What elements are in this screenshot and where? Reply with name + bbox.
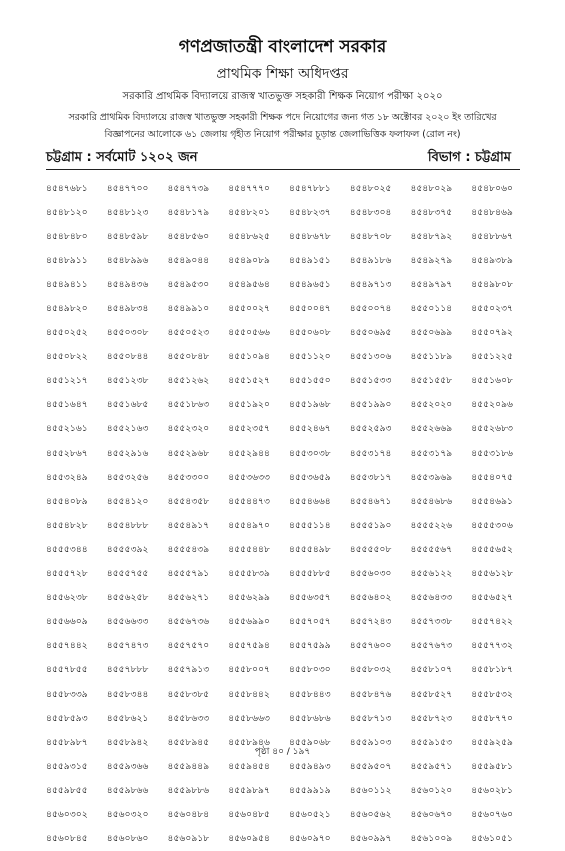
roll-number: ৪৫৫৫৭৫৫ — [106, 568, 149, 580]
roll-number: ৪৫৫৪০৭৫ — [471, 471, 514, 483]
roll-number: ৪৫৪৮৩৭৫ — [410, 206, 453, 218]
roll-number: ৪৫৫৭৭৩২ — [471, 640, 514, 652]
roll-number: ৪৫৫৮০৩০ — [289, 664, 331, 676]
roll-number: ৪৫৫৫১৯০ — [349, 519, 392, 531]
roll-number: ৪৫৫২৮৬৭ — [46, 447, 88, 459]
roll-number: ৪৫৫১৯৬৮ — [289, 399, 331, 411]
roll-number: ৪৫৫০০২৭ — [228, 303, 271, 315]
roll-number: ৪৫৪৮২০১ — [228, 206, 271, 218]
roll-number: ৪৫৫৪০৮৯ — [46, 495, 88, 507]
roll-number: ৪৫৫৫৪৯৮ — [289, 543, 331, 555]
roll-number: ৪৫৫৭৬০০ — [349, 640, 392, 652]
roll-number: ৪৫৫০৫২৩ — [167, 327, 210, 339]
roll-number: ৪৫৫৭৩৩৮ — [410, 616, 453, 628]
exam-title: সরকারি প্রাথমিক বিদ্যালয়ে রাজস্ব খাতভুক্ত সহকারী শিক্ষক নিয়োগ পরীক্ষা ২০২০ — [122, 91, 443, 102]
roll-number: ৪৫৫৭৫৯৯ — [289, 640, 331, 652]
roll-number: ৪৫৪৮৯১১ — [46, 254, 88, 266]
roll-number: ৪৫৫০৬৯৫ — [349, 327, 392, 339]
roll-number: ৪৫৪৯১৮৬ — [349, 254, 392, 266]
roll-number: ৪৫৫৬১২২ — [410, 568, 453, 580]
roll-number: ৪৫৬০৪৮৪ — [167, 808, 210, 820]
roll-number: ৪৫৫১৬৪৭ — [46, 399, 88, 411]
roll-number: ৪৫৫৮০০৭ — [228, 664, 271, 676]
roll-number: ৪৫৫৪৩৫৮ — [167, 495, 210, 507]
roll-number: ৪৫৫০৭৯২ — [471, 327, 514, 339]
roll-number: ৪৫৪৭৭০০ — [106, 182, 149, 194]
roll-number: ৪৫৬০৩২০ — [106, 808, 149, 820]
roll-number: ৪৫৪৯৮০৮ — [471, 278, 513, 290]
roll-number: ৪৫৪৯৮২০ — [46, 303, 88, 315]
roll-number: ৪৫৫৩৬৩৩ — [228, 471, 271, 483]
roll-number: ৪৫৫৬৯৯০ — [228, 616, 271, 628]
roll-number: ৪৫৬০৫২১ — [289, 808, 331, 820]
roll-number: ৪৫৫৯৪৯৩ — [289, 760, 331, 772]
roll-number: ৪৫৪৯৯১০ — [167, 303, 210, 315]
roll-number: ৪৫৫৬০৩০ — [349, 568, 392, 580]
roll-number: ৪৫৪৮৯৯৬ — [106, 254, 149, 266]
roll-number: ৪৫৪৯৮৩৪ — [106, 303, 149, 315]
roll-number: ৪৫৪৮২৩৭ — [289, 206, 331, 218]
roll-number: ৪৫৫৯৪৫৪ — [228, 760, 270, 772]
roll-number: ৪৫৫৮৩৮৫ — [167, 688, 210, 700]
roll-number: ৪৫৬০১২০ — [410, 784, 453, 796]
roll-number: ৪৫৫০৬০৮ — [289, 327, 331, 339]
roll-number: ৪৫৫৮৪৭৬ — [349, 688, 392, 700]
roll-number: ৪৫৫৮৬৩৩ — [167, 712, 210, 724]
roll-number: ৪৫৫০৮৪৮ — [167, 351, 210, 363]
roll-number: ৪৫৫২০২০ — [410, 399, 453, 411]
roll-number: ৪৫৫০২৫২ — [46, 327, 88, 339]
roll-number: ৪৫৫৬৭৩৬ — [167, 616, 210, 628]
roll-number: ৪৫৪৮০৬০ — [471, 182, 514, 194]
roll-number: ৪৫৫৮১০৭ — [410, 664, 453, 676]
roll-number: ৪৫৫০৬৯৯ — [410, 327, 453, 339]
roll-number: ৪৫৫৫৮৮৫ — [289, 568, 331, 580]
roll-number: ৪৫৫২১৬১ — [46, 423, 88, 435]
roll-number: ৪৫৫৭৪৭৩ — [106, 640, 149, 652]
roll-number: ৪৫৬০৮৬০ — [106, 833, 149, 845]
roll-number: ৪৫৫২৩২০ — [167, 423, 210, 435]
roll-number: ৪৫৫৮০৩২ — [349, 664, 392, 676]
roll-number: ৪৫৫৪৬৯১ — [471, 495, 513, 507]
department-title: প্রাথমিক শিক্ষা অধিদপ্তর — [216, 66, 349, 82]
roll-number: ৪৫৫৯১০৩ — [349, 736, 392, 748]
roll-number: ৪৫৫৫৪৩৯ — [167, 543, 210, 555]
roll-number: ৪৫৫৪৬৭১ — [349, 495, 392, 507]
roll-number: ৪৫৫৯৫৭১ — [410, 760, 453, 772]
roll-number: ৪৫৪৮৪৬৯ — [471, 206, 513, 218]
roll-number: ৪৫৫৮৪৪২ — [228, 688, 270, 700]
roll-number: ৪৫৫৪৯৭০ — [228, 519, 271, 531]
roll-number: ৪৫৫২১৬৩ — [106, 423, 149, 435]
roll-number: ৪৫৬০৯৯৭ — [349, 833, 392, 845]
roll-number: ৪৫৪৮৫৬০ — [167, 230, 210, 242]
roll-number: ৪৫৫৫৩০৬ — [471, 519, 514, 531]
roll-number: ৪৫৫৪৯১৭ — [167, 519, 210, 531]
roll-number: ৪৫৫২৩৫৭ — [228, 423, 271, 435]
roll-number: ৪৫৫৬২৩৮ — [46, 592, 88, 604]
roll-number: ৪৫৬১০৫১ — [471, 833, 514, 845]
roll-number: ৪৫৫৬৫২৭ — [471, 592, 514, 604]
roll-number: ৪৫৫৮৫২৭ — [410, 688, 453, 700]
roll-number: ৪৫৪৯৩৮৯ — [471, 254, 513, 266]
roll-number: ৪৫৫৭৫৭০ — [167, 640, 210, 652]
roll-number: ৪৫৫৬২৫৮ — [106, 592, 149, 604]
roll-number: ৪৫৫২৪৬৭ — [289, 423, 331, 435]
roll-number: ৪৫৫৭৮৮৮ — [106, 664, 149, 676]
roll-number: ৪৫৫৬৬৩৩ — [106, 616, 149, 628]
roll-number: ৪৫৫৬৬০৯ — [46, 616, 88, 628]
roll-number: ৪৫৫৬১২৮ — [471, 568, 514, 580]
roll-number: ৪৫৬০৪৮৫ — [228, 808, 271, 820]
roll-number: ৪৫৫৮৭৭০ — [471, 712, 514, 724]
roll-number: ৪৫৫৯৮৯৭ — [228, 784, 270, 796]
roll-number: ৪৫৪৭৭৭০ — [228, 182, 271, 194]
roll-number: ৪৫৫৭২৪৩ — [349, 616, 392, 628]
roll-number: ৪৫৫৮৯৮৭ — [46, 736, 88, 748]
roll-number: ৪৫৫৯৩৬৬ — [106, 760, 149, 772]
roll-number: ৪৫৫৩০৩৮ — [289, 447, 331, 459]
roll-number: ৪৫৬০১১২ — [349, 784, 392, 796]
roll-number: ৪৫৫৩১৮৬ — [471, 447, 514, 459]
roll-number: ৪৫৫৯২৫৯ — [471, 736, 513, 748]
roll-number: ৪৫৫৪৬৮৬ — [410, 495, 453, 507]
roll-number: ৪৫৪৯৭১৩ — [349, 278, 392, 290]
roll-number: ৪৫৫৮৯৪৫ — [167, 736, 210, 748]
roll-number: ৪৫৬০৩০২ — [46, 808, 88, 820]
roll-number: ৪৫৬০৯৭০ — [289, 833, 331, 845]
division-label: বিভাগ : চট্টগ্রাম — [427, 150, 511, 165]
roll-number: ৪৫৫৯৮৮৬ — [167, 784, 210, 796]
roll-number: ৪৫৫৩২৫৬ — [106, 471, 149, 483]
roll-number: ৪৫৬০৭৬০ — [471, 808, 514, 820]
roll-number: ৪৫৫৮৬৮৬ — [289, 712, 331, 724]
roll-number: ৪৫৫৮৪৪৩ — [289, 688, 331, 700]
roll-number: ৪৫৫১৫৫০ — [289, 375, 331, 387]
roll-number: ৪৫৫৯৯১৯ — [289, 784, 331, 796]
roll-number: ৪৫৫১৫৩৩ — [349, 375, 392, 387]
roll-number: ৪৫৪৮১২০ — [46, 206, 88, 218]
roll-number: ৪৫৫৮৯৪৬ — [228, 736, 270, 748]
roll-number: ৪৫৫৯৮৫৫ — [46, 784, 88, 796]
roll-number: ৪৫৬০২৮১ — [471, 784, 514, 796]
roll-number: ৪৫৬০৮৪৫ — [46, 833, 88, 845]
roll-number: ৪৫৪৯৭৯৭ — [410, 278, 453, 290]
roll-number: ৪৫৪৭৭৩৯ — [167, 182, 210, 194]
roll-number: ৪৫৫৪৮২৮ — [46, 519, 88, 531]
roll-number: ৪৫৫১৬৮৫ — [106, 399, 149, 411]
roll-number: ৪৫৫৯০৬৮ — [289, 736, 331, 748]
region-total: চট্টগ্রাম : সর্বমোট ১২০২ জন — [46, 150, 198, 165]
roll-number: ৪৫৫৮৫৯৩ — [46, 712, 88, 724]
roll-number: ৪৫৫২৫৯৩ — [349, 423, 392, 435]
roll-number: ৪৫৪৯২৭৯ — [410, 254, 453, 266]
roll-number: ৪৫৫৮৭১৩ — [349, 712, 392, 724]
roll-number: ৪৫৫৮৬৬৩ — [228, 712, 271, 724]
header-rule — [46, 169, 520, 170]
roll-number: ৪৫৫৯১৫৩ — [410, 736, 453, 748]
roll-number: ৪৫৫১৫২৭ — [228, 375, 271, 387]
roll-number: ৪৫৫১২১৭ — [46, 375, 88, 387]
roll-number: ৪৫৫৯৫০৭ — [349, 760, 392, 772]
roll-number: ৪৫৫১৮৬৩ — [167, 399, 210, 411]
roll-number: ৪৫৪৮৮৬৭ — [471, 230, 514, 242]
roll-number: ৪৫৪৭৬৮১ — [46, 182, 88, 194]
result-notice — [30, 109, 535, 143]
roll-number: ৪৫৫৬২৭১ — [167, 592, 210, 604]
notice-line: সরকারি প্রাথমিক বিদ্যালয়ে রাজস্ব খাতভুক্ত সহকারী শিক্ষক পদে নিয়োগের জন্য গত ১৮ অক্টোবর ২০২০ ইং তারিখের — [68, 112, 497, 123]
roll-number: ৪৫৫০৮২২ — [46, 351, 88, 363]
roll-number: ৪৫৪৮৬৭৮ — [289, 230, 331, 242]
roll-number: ৪৫৫৩১৭৪ — [349, 447, 392, 459]
roll-number: ৪৫৫৯৩১৫ — [46, 760, 88, 772]
roll-number: ৪৫৫৫১১৪ — [289, 519, 331, 531]
roll-number: ৪৫৫৭৯১৩ — [167, 664, 210, 676]
roll-number: ৪৫৫৭৪২২ — [471, 616, 514, 628]
roll-number: ৪৫৫১৯৯০ — [349, 399, 392, 411]
roll-number: ৪৫৫১২২৫ — [471, 351, 514, 363]
roll-number: ৪৫৫৬৪০২ — [349, 592, 392, 604]
roll-number: ৪৫৪৮০২৫ — [349, 182, 392, 194]
roll-number: ৪৫৫২৯৪৪ — [228, 447, 270, 459]
roll-number: ৪৫৫৭৮৫৫ — [46, 664, 88, 676]
roll-number: ৪৫৫৩৯৬৯ — [410, 471, 453, 483]
roll-number: ৪৫৪৮৭০৮ — [349, 230, 392, 242]
roll-number: ৪৫৪৯৫৬৪ — [228, 278, 270, 290]
roll-number: ৪৫৫৫৬৫২ — [471, 543, 514, 555]
roll-number: ৪৫৪৯৬৫১ — [289, 278, 331, 290]
roll-number: ৪৫৪৯৫৩০ — [167, 278, 210, 290]
roll-number: ৪৫৪৯০৪৪ — [167, 254, 210, 266]
roll-number: ৪৫৫১২৩৮ — [106, 375, 149, 387]
roll-number: ৪৫৫৮৩৪৪ — [106, 688, 149, 700]
roll-number: ৪৫৫৩৬৫৯ — [289, 471, 331, 483]
roll-number: ৪৫৫৫৫০৮ — [349, 543, 392, 555]
roll-number: ৪৫৫৪৮৮৮ — [106, 519, 149, 531]
roll-number: ৪৫৪৮৩০৪ — [349, 206, 392, 218]
roll-number: ৪৫৫৭৬৭৩ — [410, 640, 453, 652]
roll-number: ৪৫৫৪৬৬৪ — [289, 495, 331, 507]
roll-number: ৪৫৪৮৪৮০ — [46, 230, 88, 242]
roll-number: ৪৫৫০১১৪ — [410, 303, 453, 315]
roll-number: ৪৫৫৭৪৪২ — [46, 640, 88, 652]
government-title: গণপ্রজাতন্ত্রী বাংলাদেশ সরকার — [178, 37, 387, 57]
roll-number: ৪৫৫২৬৮৩ — [471, 423, 514, 435]
roll-number: ৪৫৫৬২৯৯ — [228, 592, 271, 604]
roll-number: ৪৫৫৬৩৫৭ — [289, 592, 331, 604]
roll-number: ৪৫৪৮১৭৯ — [167, 206, 210, 218]
roll-number: ৪৫৬০৬৭০ — [410, 808, 453, 820]
roll-number: ৪৫৫০৮৪৪ — [106, 351, 149, 363]
roll-number: ৪৫৫৩৩০০ — [167, 471, 210, 483]
roll-number: ৪৫৫১০৯৪ — [228, 351, 270, 363]
roll-number: ৪৫৫৫৫৬৭ — [410, 543, 453, 555]
roll-number: ৪৫৫৭৫৯৪ — [228, 640, 270, 652]
roll-number: ৪৫৪৮৬২৫ — [228, 230, 271, 242]
roll-number: ৪৫৫১৯২০ — [228, 399, 271, 411]
roll-number: ৪৫৫৫২২৬ — [410, 519, 453, 531]
roll-number: ৪৫৫৮৩৩৯ — [46, 688, 88, 700]
roll-number: ৪৫৫২৯১৬ — [106, 447, 149, 459]
roll-number: ৪৫৫০৩০৮ — [106, 327, 149, 339]
roll-number: ৪৫৫৮১৮৭ — [471, 664, 513, 676]
roll-number: ৪৫৫২০৯৬ — [471, 399, 514, 411]
roll-number: ৪৫৫০২৩৭ — [471, 303, 514, 315]
roll-number: ৪৫৫০৫৬৬ — [228, 327, 271, 339]
roll-number: ৪৫৪৯০৮৯ — [228, 254, 270, 266]
roll-number: ৪৫৪৯৪১১ — [46, 278, 88, 290]
roll-number: ৪৫৫৭০৫৭ — [289, 616, 331, 628]
roll-number: ৪৫৬০৫৬২ — [349, 808, 392, 820]
roll-number: ৪৫৫৯৫৮১ — [471, 760, 513, 772]
roll-number: ৪৫৪৮৫৯৮ — [106, 230, 149, 242]
roll-number: ৪৫৫১১৮৯ — [410, 351, 453, 363]
roll-number: ৪৫৫৮৬২১ — [106, 712, 149, 724]
notice-line: বিজ্ঞাপনের আলোকে ৬১ জেলায় গৃহীত নিয়োগ পরীক্ষার চূড়ান্ত জেলাভিত্তিক ফলাফল (রোল নং) — [104, 129, 461, 140]
roll-number: ৪৫৬১০০৯ — [410, 833, 453, 845]
roll-number: ৪৫৫৪৪৭৩ — [228, 495, 271, 507]
roll-number: ৪৫৫৫৮৩৯ — [228, 568, 270, 580]
roll-number: ৪৫৫৬৪৩৩ — [410, 592, 453, 604]
roll-number: ৪৫৬০৯৫৪ — [228, 833, 271, 845]
roll-number: ৪৫৫০০৪৭ — [289, 303, 331, 315]
roll-number: ৪৫৫৯৮৬৬ — [106, 784, 149, 796]
roll-number: ৪৫৫১৩০৬ — [349, 351, 392, 363]
roll-number: ৪৫৫২৯৬৮ — [167, 447, 210, 459]
roll-number: ৪৫৫৮৭২৩ — [410, 712, 453, 724]
roll-number: ৪৫৫১২৬২ — [167, 375, 210, 387]
roll-number: ৪৫৫১৫৫৮ — [410, 375, 453, 387]
roll-number: ৪৫৫৩২৪৯ — [46, 471, 88, 483]
roll-number: ৪৫৪৮১২৩ — [106, 206, 149, 218]
roll-number: ৪৫৫১১২০ — [289, 351, 331, 363]
roll-number: ৪৫৫৫৩৯২ — [106, 543, 149, 555]
roll-number: ৪৫৫৫৭২৮ — [46, 568, 88, 580]
page-number: পৃষ্ঠা ৪০ / ১৯৭ — [254, 747, 311, 757]
roll-number: ৪৫৫৫৩৪৪ — [46, 543, 88, 555]
roll-number: ৪৫৫৩৮১৭ — [349, 471, 392, 483]
roll-number: ৪৫৫৯৪৪৯ — [167, 760, 210, 772]
roll-number: ৪৫৫৮৯৪২ — [106, 736, 149, 748]
roll-number: ৪৫৫৩১৭৯ — [410, 447, 453, 459]
roll-number: ৪৫৫৪১২০ — [106, 495, 149, 507]
roll-number: ৪৫৪৯১৫১ — [289, 254, 331, 266]
roll-number: ৪৫৫৮৫৩২ — [471, 688, 514, 700]
roll-number: ৪৫৬০৯১৮ — [167, 833, 210, 845]
roll-number: ৪৫৫২৬৬৯ — [410, 423, 453, 435]
roll-number: ৪৫৫০০৭৪ — [349, 303, 392, 315]
roll-number: ৪৫৪৮৭৯২ — [410, 230, 453, 242]
roll-number: ৪৫৪৮০২৯ — [410, 182, 453, 194]
roll-number: ৪৫৫১৬০৮ — [471, 375, 514, 387]
roll-number: ৪৫৪৭৮৮১ — [289, 182, 331, 194]
roll-number: ৪৫৫৫৪৪৮ — [228, 543, 270, 555]
roll-number: ৪৫৪৯৪৩৬ — [106, 278, 149, 290]
roll-number: ৪৫৫৫৭৯১ — [167, 568, 210, 580]
